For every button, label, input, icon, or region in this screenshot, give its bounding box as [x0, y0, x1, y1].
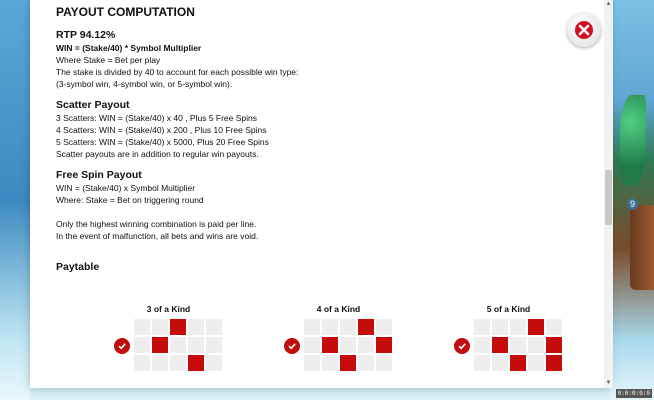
payline-cell — [134, 319, 150, 335]
payline-cell — [510, 337, 526, 353]
payline-cell — [358, 355, 374, 371]
payline-cell — [170, 337, 186, 353]
payline-cell — [170, 355, 186, 371]
payline-cell — [474, 337, 490, 353]
payline-cell — [152, 319, 168, 335]
payline-cell — [340, 319, 356, 335]
card-label: 4 of a Kind — [316, 304, 361, 314]
paytable-grid — [134, 319, 222, 371]
palm-leaves — [620, 95, 646, 185]
scatter-line: 4 Scatters: WIN = (Stake/40) x 200 , Plus 10 Free Spins — [56, 125, 267, 135]
scroll-down-arrow-icon[interactable]: ▼ — [605, 380, 612, 386]
payline-cell — [206, 337, 222, 353]
paytable-grid — [304, 319, 392, 371]
scroll-up-arrow-icon[interactable]: ▲ — [605, 1, 612, 7]
rtp-line: The stake is divided by 40 to account for each possible win type: — [56, 67, 299, 77]
payline-cell-active — [546, 337, 562, 353]
payline-cell — [152, 355, 168, 371]
rtp-line: Where Stake = Bet per play — [56, 55, 161, 65]
rtp-formula: WIN = (Stake/40) * Symbol Multiplier — [56, 43, 202, 53]
payline-cell — [206, 319, 222, 335]
payline-cell — [474, 319, 490, 335]
checkmark-icon — [114, 338, 130, 354]
scrollbar[interactable] — [604, 0, 613, 388]
payline-cell — [188, 337, 204, 353]
payline-cell-active — [358, 319, 374, 335]
payline-cell — [134, 355, 150, 371]
note-line: In the event of malfunction, all bets and wins are void. — [56, 231, 259, 241]
payline-cell-active — [322, 337, 338, 353]
payline-cell — [376, 319, 392, 335]
corner-tag: 0:0:0:0:0 — [617, 390, 650, 397]
free-spin-heading: Free Spin Payout — [56, 169, 142, 181]
payline-cell — [474, 355, 490, 371]
payline-cell — [188, 319, 204, 335]
payline-cell — [304, 319, 320, 335]
paytable-grid — [474, 319, 562, 371]
payline-cell — [376, 355, 392, 371]
paytable-card-4-of-a-kind — [286, 303, 391, 383]
payline-cell-active — [170, 319, 186, 335]
payline-cell-active — [528, 319, 544, 335]
paytable-card-5-of-a-kind — [456, 303, 561, 383]
payline-cell — [206, 355, 222, 371]
payline-cell — [304, 337, 320, 353]
paytable-heading: Paytable — [56, 261, 100, 273]
payline-cell — [528, 355, 544, 371]
background-left — [0, 0, 30, 400]
payline-cell — [510, 319, 526, 335]
checkmark-icon — [284, 338, 300, 354]
close-button[interactable] — [567, 13, 601, 47]
scatter-heading: Scatter Payout — [56, 99, 130, 111]
chest-badge: 9 — [627, 198, 638, 210]
scroll-thumb[interactable] — [605, 170, 612, 225]
payline-cell — [340, 337, 356, 353]
payout-dialog — [30, 0, 610, 388]
card-label: 3 of a Kind — [146, 304, 191, 314]
card-label: 5 of a Kind — [486, 304, 531, 314]
close-icon — [574, 20, 594, 40]
dialog-content — [56, 0, 576, 388]
payline-cell-active — [340, 355, 356, 371]
payline-cell-active — [188, 355, 204, 371]
note-line: Only the highest winning combination is paid per line. — [56, 219, 257, 229]
payline-cell — [322, 355, 338, 371]
payline-cell — [492, 319, 508, 335]
payline-cell — [546, 319, 562, 335]
payline-cell-active — [492, 337, 508, 353]
scatter-line: 5 Scatters: WIN = (Stake/40) x 5000, Plus 20 Free Spins — [56, 137, 269, 147]
treasure-chest — [630, 205, 654, 290]
scatter-line: 3 Scatters: WIN = (Stake/40) x 40 , Plus 5 Free Spins — [56, 113, 258, 123]
payline-cell-active — [510, 355, 526, 371]
payline-cell-active — [152, 337, 168, 353]
payline-cell-active — [376, 337, 392, 353]
payline-cell — [134, 337, 150, 353]
dialog-title: PAYOUT COMPUTATION — [56, 5, 195, 19]
scatter-line: Scatter payouts are in addition to regular win payouts. — [56, 149, 259, 159]
paytable-card-3-of-a-kind — [116, 303, 221, 383]
free-spin-line: WIN = (Stake/40) x Symbol Multiplier — [56, 183, 196, 193]
rtp-heading: RTP 94.12% — [56, 29, 116, 41]
payline-cell — [528, 337, 544, 353]
payline-cell — [322, 319, 338, 335]
rtp-line: (3-symbol win, 4-symbol win, or 5-symbol win). — [56, 79, 233, 89]
free-spin-line: Where: Stake = Bet on triggering round — [56, 195, 204, 205]
checkmark-icon — [454, 338, 470, 354]
payline-cell — [492, 355, 508, 371]
payline-cell — [358, 337, 374, 353]
payline-cell-active — [546, 355, 562, 371]
payline-cell — [304, 355, 320, 371]
